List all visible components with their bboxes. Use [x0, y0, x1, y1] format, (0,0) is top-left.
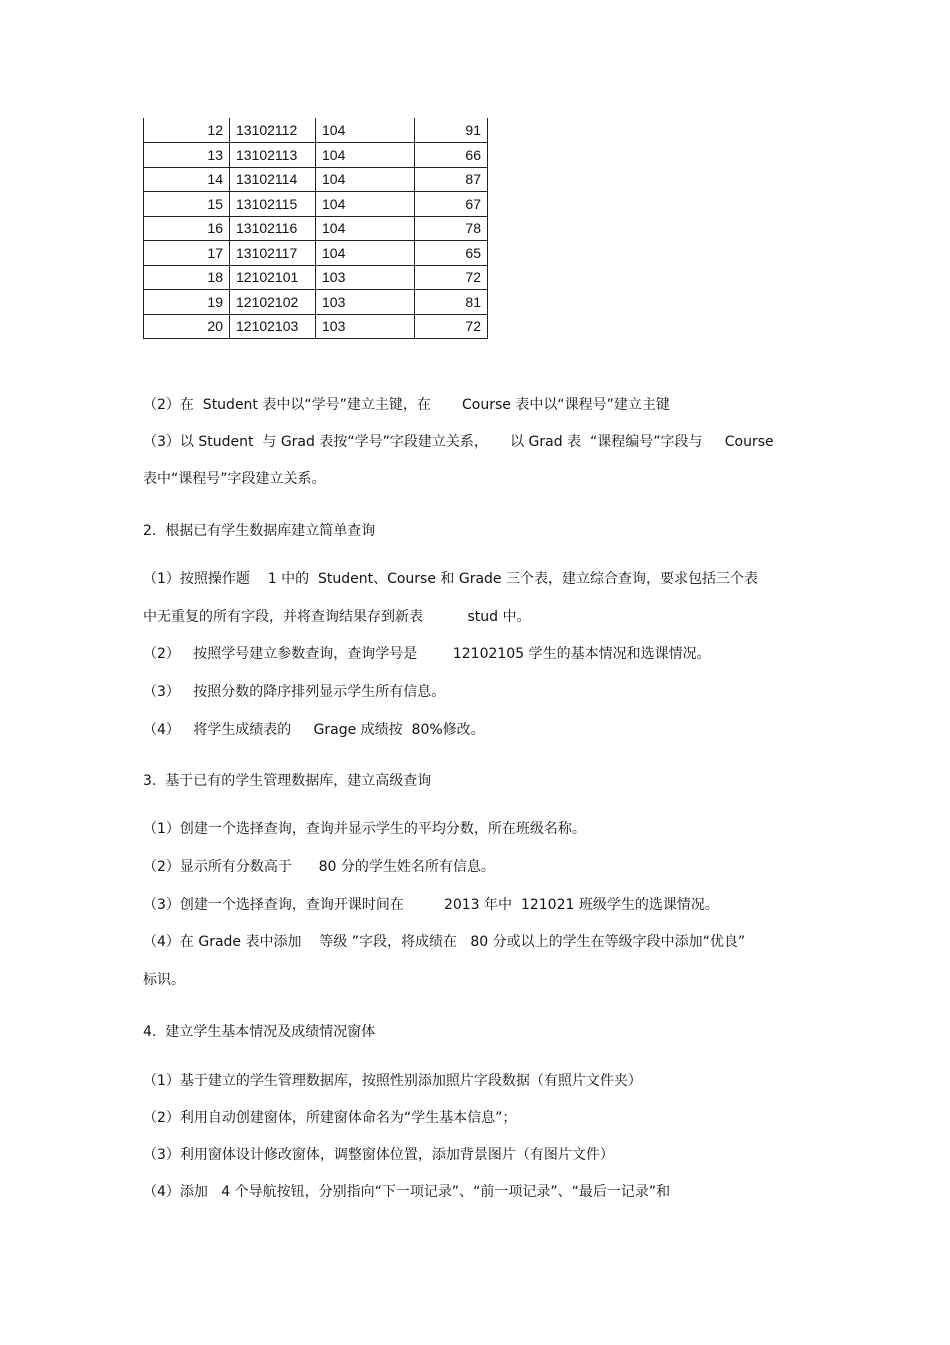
table-row [144, 192, 488, 217]
text-line: （1）创建一个选择查询，查询并显示学生的平均分数，所在班级名称。 [143, 821, 586, 837]
table-row [144, 118, 488, 143]
text-line: （4）添加 4 个导航按钮，分别指向“下一项记录”、“前一项记录”、“最后一记录”和 [143, 1184, 671, 1200]
student-number-cell: 12102103 [230, 314, 316, 339]
course-number-cell: 104 [316, 192, 415, 217]
score-cell: 67 [415, 192, 488, 217]
table-row [144, 143, 488, 168]
student-number-cell: 13102114 [230, 167, 316, 192]
table-row [144, 241, 488, 266]
section-heading: 4. 建立学生基本情况及成绩情况窗体 [143, 1024, 376, 1040]
table-row [144, 167, 488, 192]
course-number-cell: 104 [316, 241, 415, 266]
text-line: （2）显示所有分数高于 80 分的学生姓名所有信息。 [143, 859, 495, 875]
table-row [144, 290, 488, 315]
row-id-cell: 18 [144, 265, 230, 290]
score-cell: 72 [415, 314, 488, 339]
student-number-cell: 13102112 [230, 118, 316, 143]
text-line: （2）在 Student 表中以“学号”建立主键，在 Course 表中以“课程号”建立主键 [143, 397, 670, 413]
text-line: （3）创建一个选择查询，查询开课时间在 2013 年中 121021 班级学生的选课情况。 [143, 897, 719, 913]
row-id-cell: 15 [144, 192, 230, 217]
row-id-cell: 13 [144, 143, 230, 168]
student-number-cell: 12102102 [230, 290, 316, 315]
row-id-cell: 14 [144, 167, 230, 192]
section-heading: 2. 根据已有学生数据库建立简单查询 [143, 523, 376, 539]
row-id-cell: 17 [144, 241, 230, 266]
score-cell: 65 [415, 241, 488, 266]
course-number-cell: 104 [316, 167, 415, 192]
course-number-cell: 103 [316, 265, 415, 290]
student-number-cell: 13102113 [230, 143, 316, 168]
score-cell: 91 [415, 118, 488, 143]
student-number-cell: 13102117 [230, 241, 316, 266]
course-number-cell: 103 [316, 290, 415, 315]
student-number-cell: 13102116 [230, 216, 316, 241]
score-cell: 72 [415, 265, 488, 290]
score-cell: 78 [415, 216, 488, 241]
text-line: 表中“课程号”字段建立关系。 [143, 471, 326, 487]
text-line: （2） 按照学号建立参数查询，查询学号是 12102105 学生的基本情况和选课情况。 [143, 646, 711, 662]
course-number-cell: 104 [316, 118, 415, 143]
text-line: 标识。 [143, 972, 185, 988]
text-line: （1）按照操作题 1 中的 Student、Course 和 Grade 三个表，建立综合查询，要求包括三个表 [143, 571, 758, 587]
student-number-cell: 13102115 [230, 192, 316, 217]
student-number-cell: 12102101 [230, 265, 316, 290]
row-id-cell: 12 [144, 118, 230, 143]
table-row [144, 216, 488, 241]
course-number-cell: 103 [316, 314, 415, 339]
section-heading: 3. 基于已有的学生管理数据库，建立高级查询 [143, 773, 432, 789]
row-id-cell: 16 [144, 216, 230, 241]
course-number-cell: 104 [316, 216, 415, 241]
text-line: （1）基于建立的学生管理数据库，按照性别添加照片字段数据（有照片文件夹） [143, 1073, 642, 1089]
text-line: （3）利用窗体设计修改窗体，调整窗体位置，添加背景图片（有图片文件） [143, 1147, 614, 1163]
score-cell: 81 [415, 290, 488, 315]
table-row [144, 265, 488, 290]
text-line: （3）以 Student 与 Grad 表按“学号”字段建立关系， 以 Grad 表 “课程编号”字段与 Course [143, 434, 774, 450]
row-id-cell: 19 [144, 290, 230, 315]
text-line: （4）在 Grade 表中添加 等级 ”字段，将成绩在 80 分或以上的学生在等级字段中添加“优良” [143, 934, 746, 950]
text-line: （2）利用自动创建窗体，所建窗体命名为“学生基本信息”； [143, 1110, 517, 1126]
text-line: 中无重复的所有字段，并将查询结果存到新表 stud 中。 [143, 609, 531, 625]
text-line: （3） 按照分数的降序排列显示学生所有信息。 [143, 684, 446, 700]
table-row [144, 314, 488, 339]
course-number-cell: 104 [316, 143, 415, 168]
text-line: （4） 将学生成绩表的 Grage 成绩按 80%修改。 [143, 722, 485, 738]
grades-table [143, 118, 488, 339]
row-id-cell: 20 [144, 314, 230, 339]
score-cell: 87 [415, 167, 488, 192]
score-cell: 66 [415, 143, 488, 168]
